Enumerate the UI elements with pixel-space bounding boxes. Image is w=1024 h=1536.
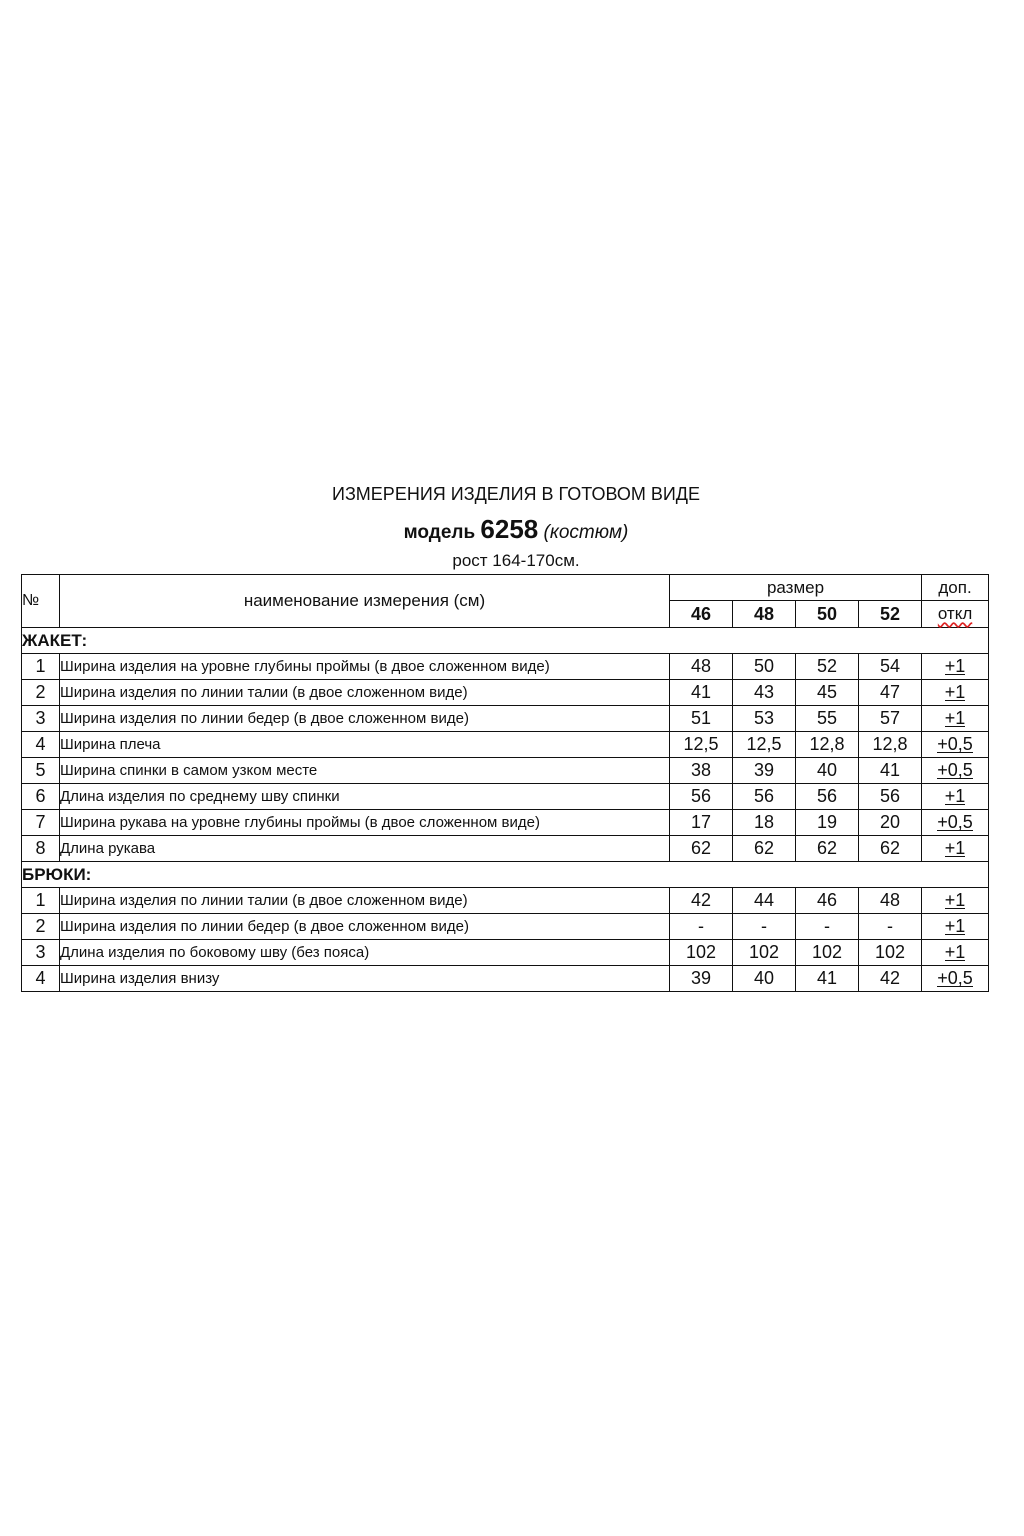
- size-value: 12,8: [859, 732, 922, 758]
- measurement-name: Ширина изделия по линии талии (в двое сложенном виде): [60, 888, 670, 914]
- size-value: 42: [859, 966, 922, 992]
- table-row: [22, 732, 989, 758]
- size-header: 50: [796, 601, 859, 628]
- document-title: ИЗМЕРЕНИЯ ИЗДЕЛИЯ В ГОТОВОМ ВИДЕ: [332, 484, 700, 504]
- row-number: 6: [22, 784, 60, 810]
- size-value: 18: [733, 810, 796, 836]
- column-header-size: размер: [670, 575, 922, 601]
- size-value: 102: [733, 940, 796, 966]
- size-value: 46: [796, 888, 859, 914]
- section-row: [22, 862, 989, 888]
- tolerance-value: +0,5: [922, 732, 989, 758]
- row-number: 3: [22, 706, 60, 732]
- model-prefix: модель: [403, 522, 476, 543]
- size-value: 12,5: [733, 732, 796, 758]
- size-value: 19: [796, 810, 859, 836]
- table-row: [22, 758, 989, 784]
- size-value: 50: [733, 654, 796, 680]
- tolerance-value: +0,5: [922, 966, 989, 992]
- size-value: -: [733, 914, 796, 940]
- column-header-name: наименование измерения (см): [60, 575, 670, 628]
- measurement-name: Длина изделия по среднему шву спинки: [60, 784, 670, 810]
- table-row: [22, 966, 989, 992]
- size-value: 53: [733, 706, 796, 732]
- size-value: 47: [859, 680, 922, 706]
- section-title: ЖАКЕТ:: [22, 628, 989, 654]
- measurement-name: Ширина спинки в самом узком месте: [60, 758, 670, 784]
- row-number: 7: [22, 810, 60, 836]
- size-value: 48: [670, 654, 733, 680]
- measurement-name: Ширина рукава на уровне глубины проймы (в двое сложенном виде): [60, 810, 670, 836]
- size-value: -: [796, 914, 859, 940]
- size-value: 42: [670, 888, 733, 914]
- size-value: 56: [796, 784, 859, 810]
- model-number: 6258: [480, 514, 539, 544]
- size-value: 62: [796, 836, 859, 862]
- tolerance-value: +1: [922, 680, 989, 706]
- size-value: 38: [670, 758, 733, 784]
- tolerance-value: +1: [922, 654, 989, 680]
- measurement-name: Ширина изделия по линии бедер (в двое сложенном виде): [60, 914, 670, 940]
- tolerance-value: +1: [922, 888, 989, 914]
- size-value: 54: [859, 654, 922, 680]
- tolerance-value: +1: [922, 706, 989, 732]
- row-number: 4: [22, 732, 60, 758]
- model-line: [0, 514, 1024, 545]
- measurements-table: [21, 574, 989, 992]
- table-row: [22, 888, 989, 914]
- size-value: 102: [796, 940, 859, 966]
- size-header: 52: [859, 601, 922, 628]
- tolerance-value: +0,5: [922, 810, 989, 836]
- size-value: 41: [796, 966, 859, 992]
- size-value: 102: [859, 940, 922, 966]
- row-number: 1: [22, 888, 60, 914]
- table-row: [22, 940, 989, 966]
- size-value: 41: [670, 680, 733, 706]
- size-value: 39: [670, 966, 733, 992]
- row-number: 1: [22, 654, 60, 680]
- model-kind: (костюм): [543, 522, 629, 543]
- table-row: [22, 836, 989, 862]
- size-value: 62: [859, 836, 922, 862]
- size-value: 56: [733, 784, 796, 810]
- table-row: [22, 654, 989, 680]
- measurement-name: Длина рукава: [60, 836, 670, 862]
- tolerance-value: +1: [922, 914, 989, 940]
- section-row: [22, 628, 989, 654]
- size-value: 62: [670, 836, 733, 862]
- size-value: 55: [796, 706, 859, 732]
- section-title: БРЮКИ:: [22, 862, 989, 888]
- row-number: 2: [22, 914, 60, 940]
- row-number: 4: [22, 966, 60, 992]
- size-header: 48: [733, 601, 796, 628]
- row-number: 3: [22, 940, 60, 966]
- size-value: 102: [670, 940, 733, 966]
- measurement-name: Ширина изделия внизу: [60, 966, 670, 992]
- measurement-name: Ширина плеча: [60, 732, 670, 758]
- tolerance-value: +0,5: [922, 758, 989, 784]
- size-value: 12,8: [796, 732, 859, 758]
- size-value: 52: [796, 654, 859, 680]
- tolerance-value: +1: [922, 940, 989, 966]
- size-value: 40: [796, 758, 859, 784]
- size-value: 62: [733, 836, 796, 862]
- tolerance-value: +1: [922, 784, 989, 810]
- size-value: 56: [670, 784, 733, 810]
- measurement-name: Ширина изделия по линии талии (в двое сложенном виде): [60, 680, 670, 706]
- size-value: 39: [733, 758, 796, 784]
- table-row: [22, 914, 989, 940]
- table-header-row: [22, 575, 989, 601]
- size-value: 20: [859, 810, 922, 836]
- column-header-tolerance-sub: откл: [922, 601, 989, 628]
- size-value: -: [670, 914, 733, 940]
- size-header: 46: [670, 601, 733, 628]
- size-value: 17: [670, 810, 733, 836]
- tolerance-value: +1: [922, 836, 989, 862]
- size-value: -: [859, 914, 922, 940]
- table-row: [22, 706, 989, 732]
- size-value: 12,5: [670, 732, 733, 758]
- size-value: 57: [859, 706, 922, 732]
- row-number: 2: [22, 680, 60, 706]
- size-value: 43: [733, 680, 796, 706]
- row-number: 5: [22, 758, 60, 784]
- table-row: [22, 680, 989, 706]
- size-value: 45: [796, 680, 859, 706]
- measurement-name: Ширина изделия по линии бедер (в двое сложенном виде): [60, 706, 670, 732]
- table-row: [22, 810, 989, 836]
- size-value: 41: [859, 758, 922, 784]
- size-value: 44: [733, 888, 796, 914]
- column-header-tolerance: доп.: [922, 575, 989, 601]
- row-number: 8: [22, 836, 60, 862]
- size-value: 48: [859, 888, 922, 914]
- height-range: рост 164-170см.: [452, 551, 580, 570]
- size-value: 40: [733, 966, 796, 992]
- measurement-name: Длина изделия по боковому шву (без пояса): [60, 940, 670, 966]
- size-value: 56: [859, 784, 922, 810]
- table-row: [22, 784, 989, 810]
- size-value: 51: [670, 706, 733, 732]
- column-header-number: №: [22, 575, 60, 628]
- measurement-name: Ширина изделия на уровне глубины проймы (в двое сложенном виде): [60, 654, 670, 680]
